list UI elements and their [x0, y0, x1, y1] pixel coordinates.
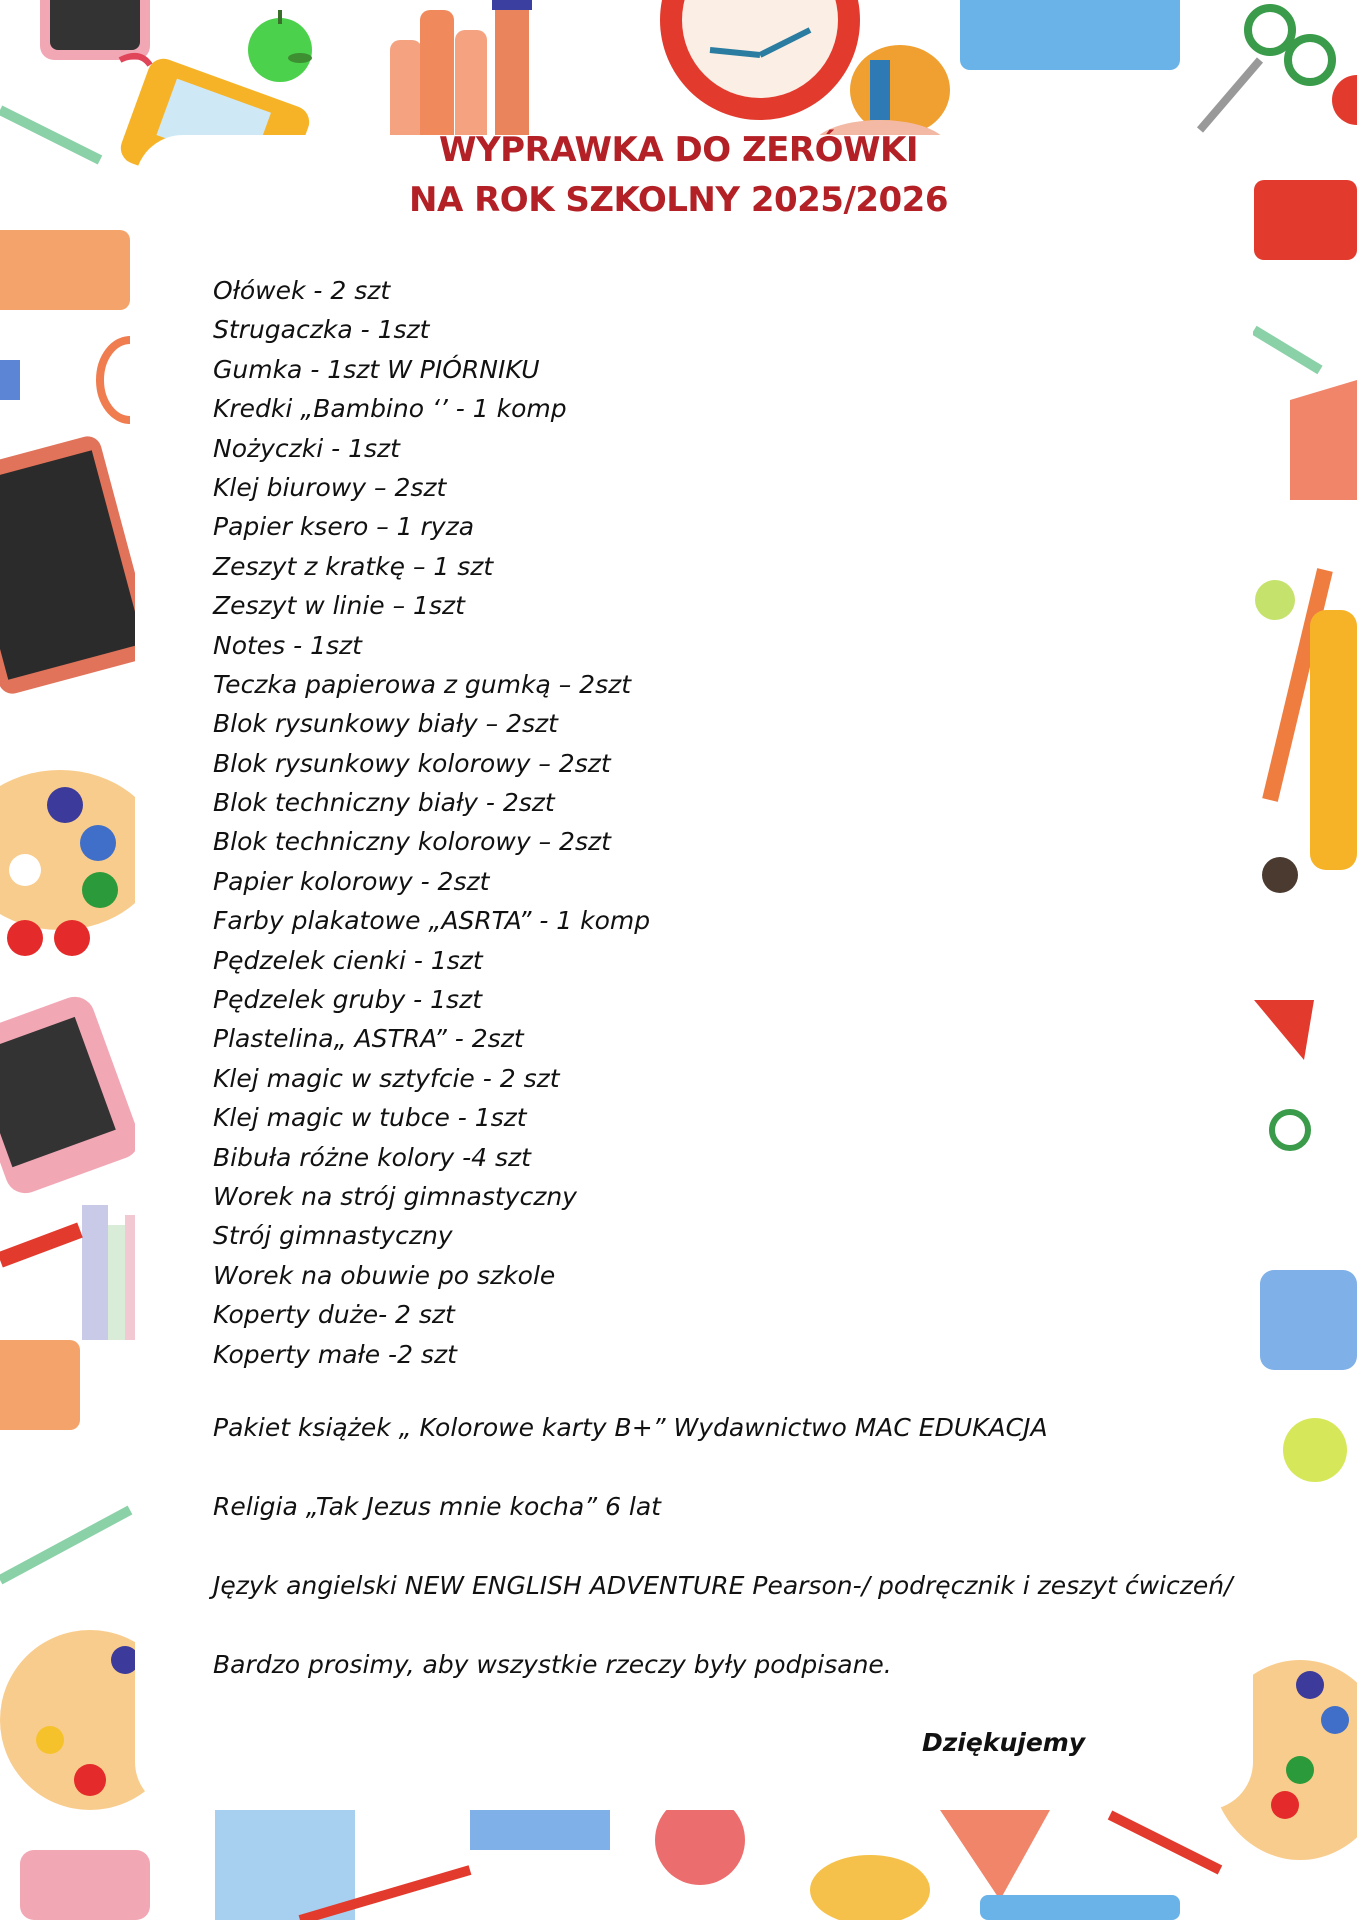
scissors-icon — [1272, 1112, 1308, 1148]
notebook-icon — [960, 0, 1180, 70]
apple-icon — [1332, 75, 1357, 125]
religion-note: Religia „Tak Jezus mnie kocha” 6 lat — [213, 1492, 661, 1521]
chalkboard-icon — [0, 433, 157, 697]
notebook-icon — [980, 1895, 1180, 1920]
list-item: Pędzelek gruby - 1szt — [213, 985, 483, 1015]
phone-icon — [40, 0, 150, 65]
books-note: Pakiet książek „ Kolorowe karty B+” Wydawnictwo MAC EDUKACJA — [213, 1413, 1048, 1442]
list-item: Blok rysunkowy biały – 2szt — [213, 709, 558, 739]
phone-icon — [20, 1850, 150, 1920]
pencil-icon — [0, 1510, 130, 1580]
apple-icon — [1255, 580, 1295, 620]
list-item: Kredki „Bambino ‘’ - 1 komp — [213, 394, 567, 424]
notepad-icon — [0, 1340, 80, 1430]
list-item: Blok techniczny kolorowy – 2szt — [213, 827, 611, 857]
tablet-icon — [0, 991, 145, 1199]
pencils-icon — [390, 0, 532, 150]
notepad-icon — [0, 230, 130, 310]
list-item: Klej biurowy – 2szt — [213, 472, 447, 502]
list-item: Bibuła różne kolory -4 szt — [213, 1142, 531, 1172]
eraser-icon — [470, 1810, 610, 1850]
list-item: Zeszyt z kratkę – 1 szt — [213, 551, 494, 581]
pencil-icon — [1110, 1815, 1220, 1870]
page-title-line-1: WYPRAWKA DO ZERÓWKI — [439, 130, 918, 170]
list-item: Koperty małe -2 szt — [213, 1339, 457, 1369]
list-item: Notes - 1szt — [213, 630, 362, 660]
supplies-list — [213, 271, 650, 1374]
list-item: Gumka - 1szt W PIÓRNIKU — [213, 354, 540, 384]
list-item: Worek na strój gimnastyczny — [213, 1181, 577, 1211]
wheel-icon — [1262, 857, 1298, 893]
list-item: Ołówek - 2 szt — [213, 276, 391, 305]
clock-icon — [660, 0, 860, 120]
scissors-icon — [1200, 8, 1332, 130]
notebook-icon — [215, 1810, 355, 1920]
list-item: Koperty duże- 2 szt — [213, 1300, 455, 1330]
list-item: Teczka papierowa z gumką – 2szt — [213, 669, 632, 699]
apple-icon — [248, 10, 312, 82]
list-item: Strój gimnastyczny — [213, 1221, 453, 1251]
list-item: Nożyczki - 1szt — [213, 433, 400, 463]
list-item: Klej magic w sztyfcie - 2 szt — [213, 1063, 560, 1093]
list-item: Blok techniczny biały - 2szt — [213, 788, 555, 818]
marker-icon — [0, 1230, 80, 1260]
signoff: Dziękujemy — [922, 1728, 1086, 1757]
apple-icon — [1283, 1418, 1347, 1482]
backpack-icon — [1260, 1270, 1357, 1370]
school-bus-icon — [1310, 610, 1357, 870]
envelope-icon — [1290, 380, 1357, 500]
pencil-icon — [1254, 330, 1320, 370]
list-item: Papier kolorowy - 2szt — [213, 866, 490, 896]
list-item: Papier ksero – 1 ryza — [213, 512, 475, 542]
list-item: Plastelina„ ASTRA” - 2szt — [213, 1024, 524, 1054]
list-item: Strugaczka - 1szt — [213, 315, 430, 345]
list-item: Klej magic w tubce - 1szt — [213, 1103, 527, 1133]
request-note: Bardzo prosimy, aby wszystkie rzeczy były podpisane. — [213, 1650, 892, 1679]
list-item: Worek na obuwie po szkole — [213, 1260, 556, 1290]
page-title-line-2: NA ROK SZKOLNY 2025/2026 — [409, 180, 948, 220]
list-item: Blok rysunkowy kolorowy – 2szt — [213, 748, 611, 778]
bottle-icon — [810, 1855, 930, 1920]
envelope-icon — [940, 1810, 1050, 1900]
marker-icon — [0, 360, 20, 400]
magnet-icon — [100, 340, 130, 420]
list-item: Zeszyt w linie – 1szt — [213, 591, 465, 621]
list-item: Farby plakatowe „ASRTA” - 1 komp — [213, 906, 651, 936]
english-note: Język angielski NEW ENGLISH ADVENTURE Pearson-/ podręcznik i zeszyt ćwiczeń/ — [213, 1571, 1233, 1600]
list-item: Pędzelek cienki - 1szt — [213, 945, 483, 975]
bow-icon — [1254, 1000, 1314, 1060]
